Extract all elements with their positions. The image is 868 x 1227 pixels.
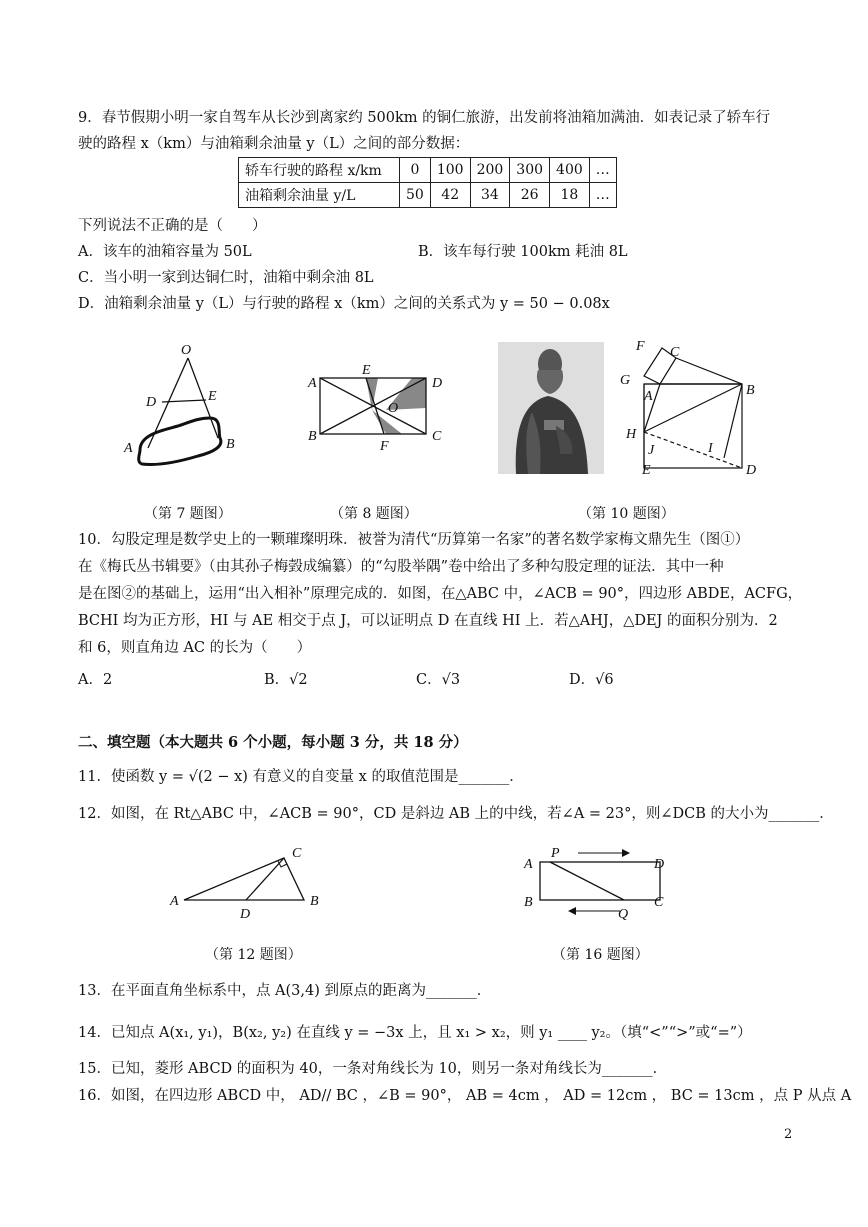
label-b: B [308,429,317,444]
label-b: B [226,437,235,452]
figure-12-caption: （第 12 题图） [205,947,302,963]
q11: 11．使函数 y = √(2 − x) 有意义的自变量 x 的取值范围是_______． [78,769,524,785]
label-b: B [746,383,755,398]
q12: 12．如图，在 Rt△ABC 中，∠ACB = 90°，CD 是斜边 AB 上的中线，若∠A = 23°，则∠DCB 的大小为_______． [78,806,834,822]
figure-8-caption: （第 8 题图） [330,506,418,522]
label-b: B [524,895,533,910]
label-h: H [626,427,637,442]
q10-line1: 10．勾股定理是数学史上的一颗璀璨明珠．被誉为清代“历算第一名家”的著名数学家梅文鼎先生（图①） [78,532,750,548]
figure-7-caption: （第 7 题图） [144,506,232,522]
q9-option-d: D．油箱剩余油量 y（L）与行驶的路程 x（km）之间的关系式为 y = 50 − 0.08x [78,296,610,312]
table-row [239,183,617,208]
q9-option-a: A．该车的油箱容量为 50L [78,244,252,260]
q10-option-c: C．√3 [416,672,461,688]
label-o: O [181,343,192,358]
label-g: G [620,373,631,388]
label-a: A [124,441,133,456]
data-table [238,157,617,208]
table-cell: 轿车行驶的路程 x/km [239,158,400,183]
label-p: P [551,846,560,861]
label-a: A [170,894,179,909]
q10-option-a: A．2 [78,672,113,688]
q10-option-d: D．√6 [569,672,614,688]
label-a: A [524,857,533,872]
figure-8 [304,360,452,456]
label-a: A [308,376,317,391]
label-c: C [432,429,442,444]
label-d: D [654,857,665,872]
q10-line3: 是在图②的基础上，运用“出入相补”原理完成的．如图，在△ABC 中，∠ACB = 90°，四边形 ABDE，ACFG， [78,586,803,602]
label-d: D [146,395,157,410]
q15: 15．已知，菱形 ABCD 的面积为 40，一条对角线长为 10，则另一条对角线长为_______． [78,1061,668,1077]
label-o: O [388,401,399,416]
table-cell: 50 [400,183,431,208]
q14: 14．已知点 A(x₁, y₁)，B(x₂, y₂) 在直线 y = −3x 上，且 x₁ > x₂，则 y₁ ____ y₂。（填“<”“>”或“=”） [78,1025,752,1041]
table-cell: 200 [470,158,510,183]
statue-photo-icon [498,342,604,474]
q13: 13．在平面直角坐标系中，点 A(3,4) 到原点的距离为_______． [78,983,492,999]
table-row [239,158,617,183]
table-cell: … [589,158,616,183]
table-cell: 18 [550,183,590,208]
q10-line2: 在《梅氏丛书辑要》（由其孙子梅瑴成编纂）的“勾股举隅”卷中给出了多种勾股定理的证法．其中一种 [78,559,724,575]
label-c: C [670,345,680,360]
label-c: C [292,846,302,861]
label-f: F [380,439,389,454]
q9-stem: 下列说法不正确的是（ ） [78,218,267,234]
q10-line5: 和 6，则直角边 AC 的长为（ ） [78,640,312,656]
label-d: D [746,463,757,476]
table-cell: 42 [430,183,470,208]
table-cell: 100 [430,158,470,183]
label-c: C [654,895,664,910]
table-cell: 400 [550,158,590,183]
figure-16 [520,844,680,924]
figure-7 [118,338,238,470]
q16: 16．如图，在四边形 ABCD 中， AD// BC ，∠B = 90°， AB = 4cm ， AD = 12cm ， BC = 13cm ，点 P 从点 A [78,1088,852,1104]
label-d: D [240,907,251,922]
q10-line4: BCHI 均为正方形，HI 与 AE 相交于点 J，可以证明点 D 在直线 HI 上．若△AHJ，△DEJ 的面积分别为．2 [78,613,778,629]
q9-line2: 驶的路程 x（km）与油箱剩余油量 y（L）之间的部分数据： [78,136,470,152]
q10-option-b: B．√2 [264,672,308,688]
label-e: E [208,389,217,404]
table-cell: 0 [400,158,431,183]
label-e: E [362,363,371,378]
figure-10-caption: （第 10 题图） [578,506,675,522]
label-f: F [636,339,645,354]
table-cell: 26 [510,183,550,208]
table-cell: 300 [510,158,550,183]
q9-option-c: C．当小明一家到达铜仁时，油箱中剩余油 8L [78,270,374,286]
figure-10 [612,336,772,476]
table-cell: 油箱剩余油量 y/L [239,183,400,208]
figure-16-caption: （第 16 题图） [552,947,649,963]
figure-12 [166,842,326,922]
q9-option-b: B．该车每行驶 100km 耗油 8L [418,244,628,260]
label-a: A [644,389,653,404]
label-q: Q [618,907,629,922]
table-cell: 34 [470,183,510,208]
page-number: 2 [784,1127,793,1142]
label-j: J [648,443,655,458]
table-cell: … [589,183,616,208]
label-i: I [708,441,713,456]
section-title: 二、填空题（本大题共 6 个小题，每小题 3 分，共 18 分） [78,734,468,751]
label-d: D [432,376,443,391]
q9-line1: 9．春节假期小明一家自驾车从长沙到离家约 500km 的铜仁旅游，出发前将油箱加满油．如表记录了轿车行 [78,110,771,126]
label-e: E [642,463,651,476]
label-b: B [310,894,319,909]
